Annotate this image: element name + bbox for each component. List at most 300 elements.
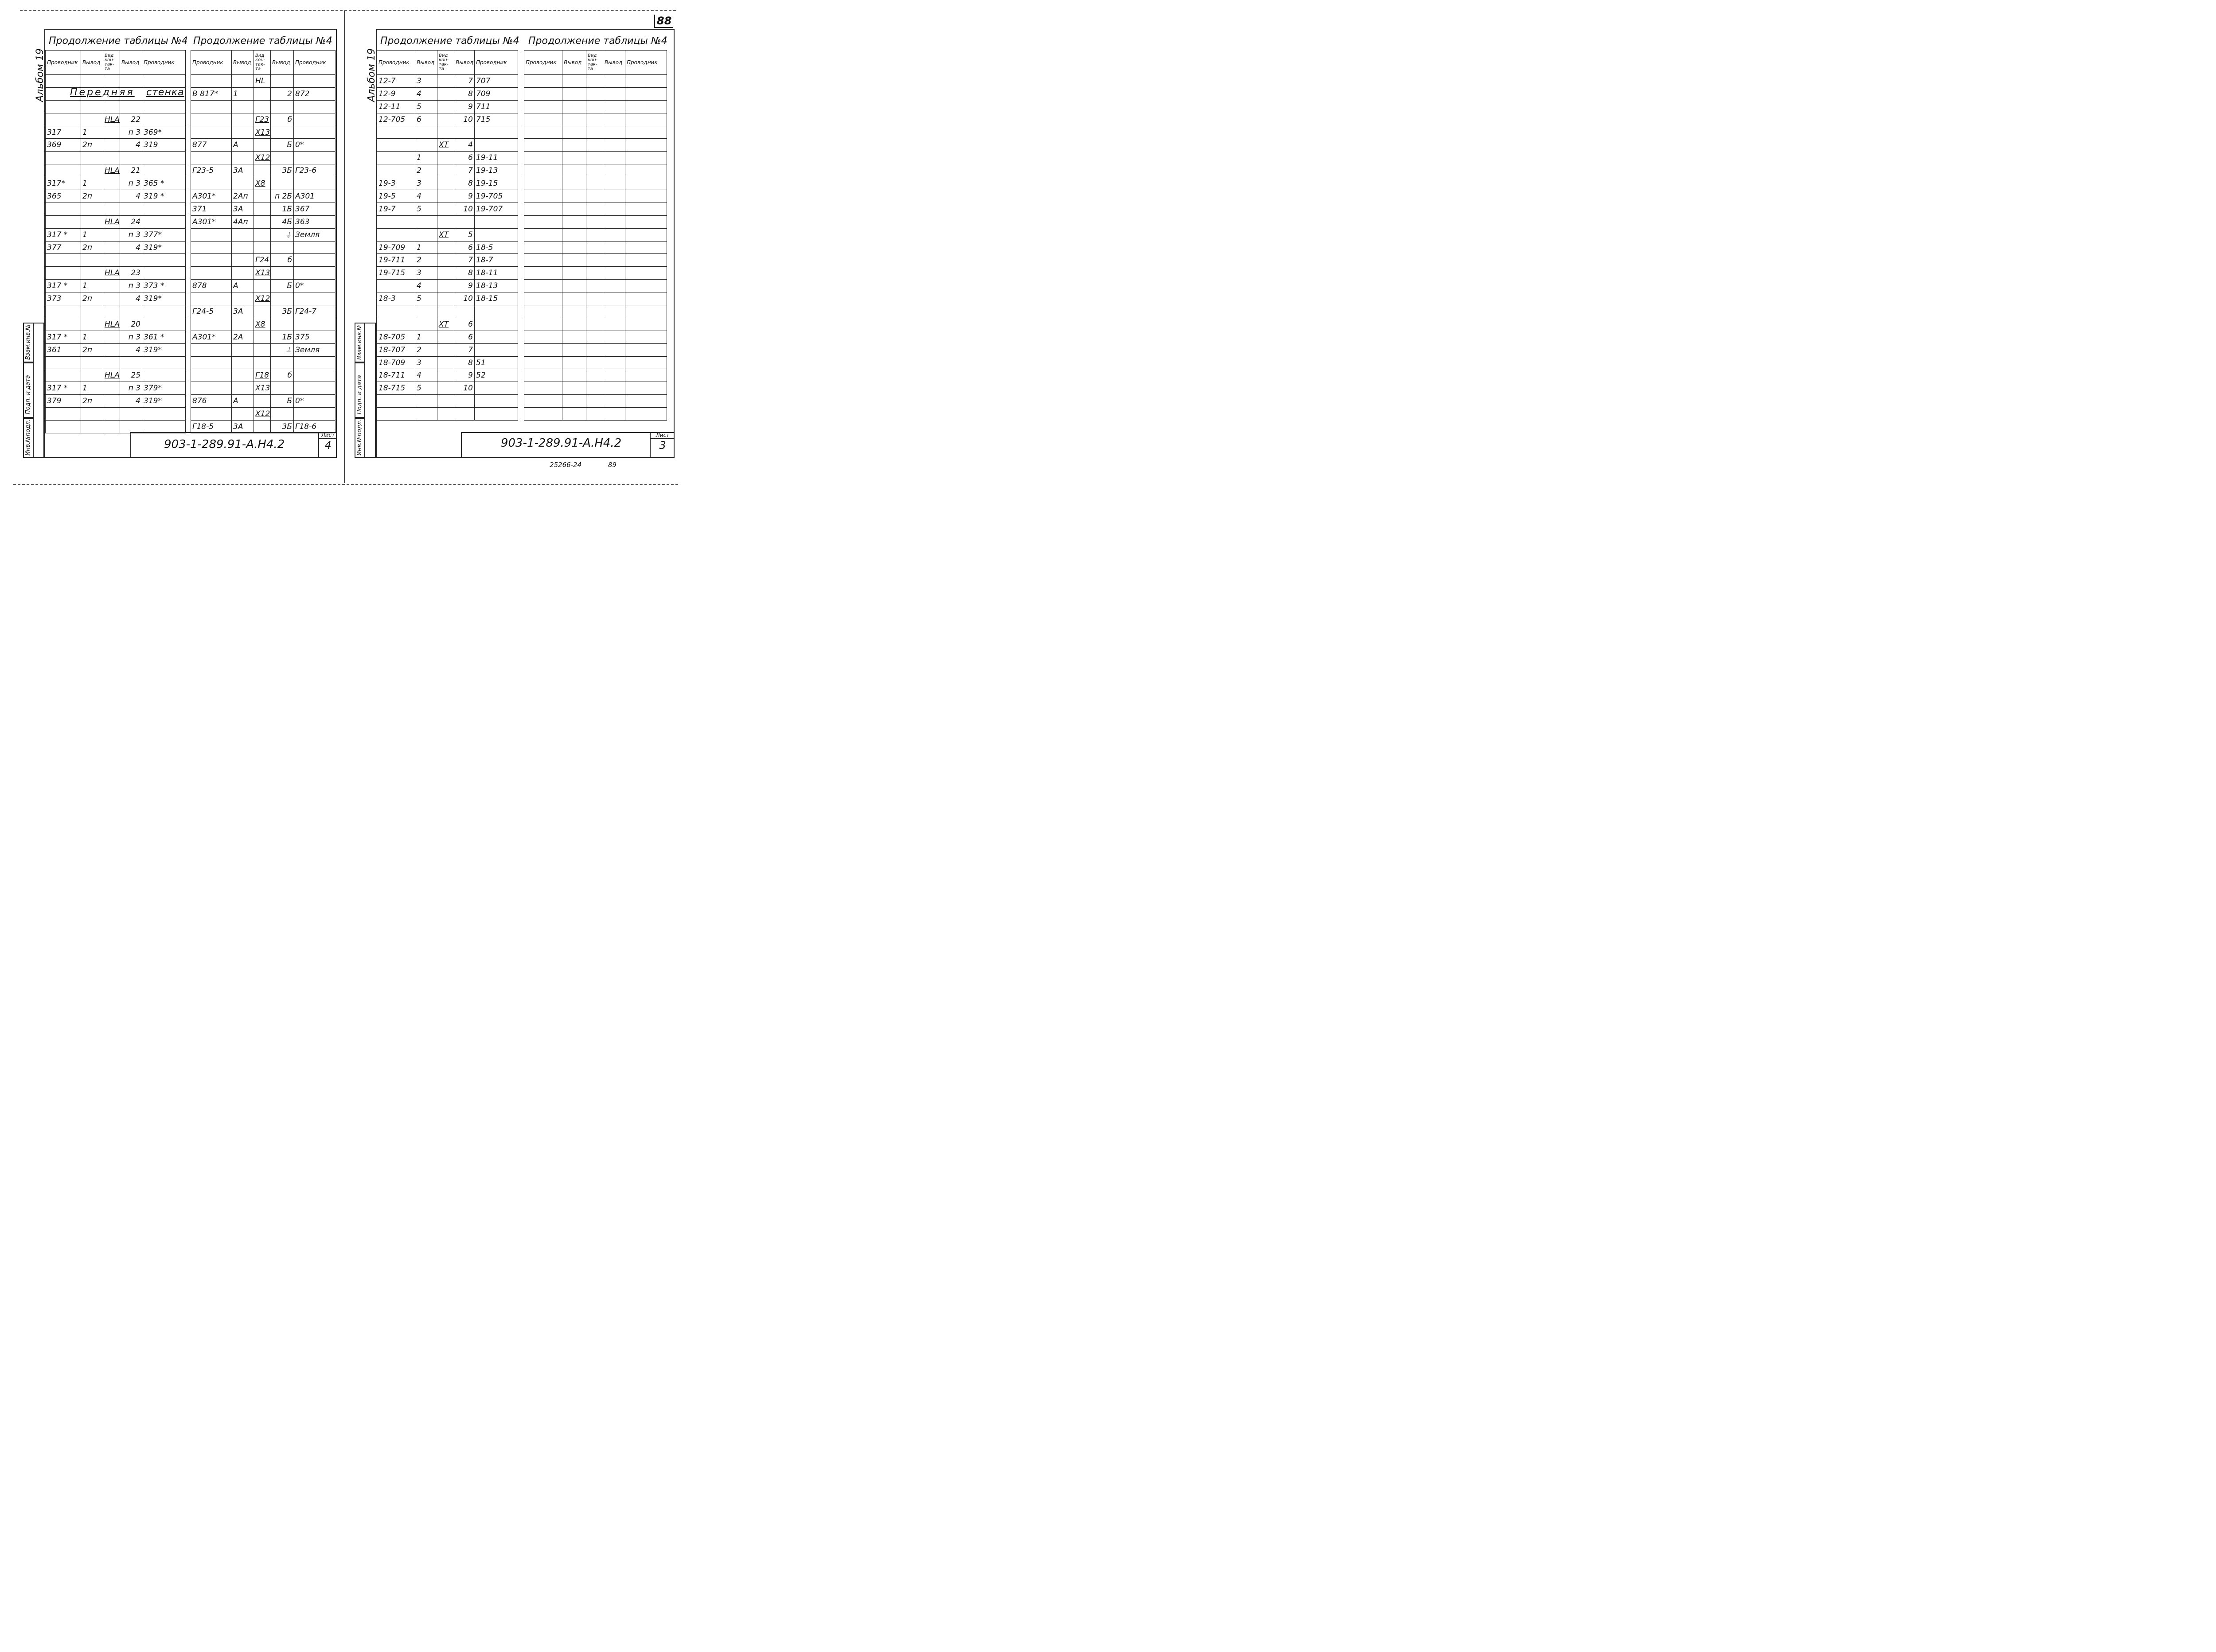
table-cell — [46, 215, 81, 228]
table-cell — [586, 292, 603, 305]
table-cell: 2А — [232, 331, 254, 343]
table-cell: 365 * — [142, 177, 186, 190]
table-cell — [294, 382, 336, 395]
table-row — [46, 139, 186, 152]
table-cell — [437, 356, 454, 369]
table-cell: 20 — [120, 318, 142, 331]
table-row — [191, 152, 336, 164]
table-cell: 4 — [415, 87, 437, 100]
table-cell — [524, 75, 562, 88]
table-cell — [81, 100, 103, 113]
table-cell — [46, 318, 81, 331]
table-cell — [377, 318, 415, 331]
table-cell — [524, 280, 562, 292]
table-cell: 1 — [81, 331, 103, 343]
table-cell: А — [232, 395, 254, 408]
table-cell: 7 — [454, 75, 475, 88]
table-cell: 876 — [191, 395, 232, 408]
table-cell — [524, 382, 562, 395]
table-cell — [524, 267, 562, 280]
table-cell: 6 — [454, 331, 475, 343]
table-row — [46, 280, 186, 292]
table-cell — [524, 113, 562, 126]
table-cell — [625, 164, 667, 177]
table-cell — [603, 203, 625, 215]
table-cell — [191, 408, 232, 421]
table-cell — [120, 254, 142, 267]
table-row — [46, 100, 186, 113]
table-cell — [625, 190, 667, 203]
table-cell — [232, 241, 254, 254]
table-cell: 10 — [454, 113, 475, 126]
table-cell: 8 — [454, 356, 475, 369]
table-cell — [586, 408, 603, 421]
table-cell — [586, 203, 603, 215]
table-cell — [120, 75, 142, 88]
table-cell — [294, 292, 336, 305]
right-sheet-code: 903-1-289.91-А.Н4.2 — [501, 436, 622, 450]
table-cell — [524, 254, 562, 267]
table-cell: 1 — [415, 152, 437, 164]
table-cell — [437, 152, 454, 164]
table-cell: 18-707 — [377, 343, 415, 356]
table-cell: 4 — [120, 139, 142, 152]
table-cell — [562, 318, 586, 331]
table-cell — [562, 215, 586, 228]
table-cell — [294, 318, 336, 331]
table-cell: 2п — [81, 241, 103, 254]
header-conductor: Проводник — [191, 51, 232, 75]
table-cell: X8 — [254, 318, 271, 331]
table-cell — [437, 100, 454, 113]
table-row — [191, 267, 336, 280]
table-cell — [81, 215, 103, 228]
left-list-number: 4 — [324, 439, 332, 452]
table-cell — [562, 369, 586, 382]
table-cell: Б — [271, 280, 294, 292]
table-cell: 0* — [294, 139, 336, 152]
table-cell — [603, 369, 625, 382]
header-output: Вывод — [562, 51, 586, 75]
table-cell: HL — [254, 75, 271, 88]
table-cell: 707 — [475, 75, 518, 88]
table-cell — [120, 305, 142, 318]
table-cell — [415, 126, 437, 139]
table-cell — [625, 292, 667, 305]
table-cell: 1 — [81, 280, 103, 292]
table-cell — [103, 190, 120, 203]
table-cell — [294, 241, 336, 254]
table-cell: 6 — [454, 318, 475, 331]
table-cell — [81, 152, 103, 164]
header-conductor2: Проводник — [625, 51, 667, 75]
table-cell — [603, 408, 625, 421]
table-row — [191, 164, 336, 177]
table-row — [377, 139, 518, 152]
table-cell — [103, 75, 120, 88]
table-cell — [81, 408, 103, 421]
table-cell: А301* — [191, 190, 232, 203]
right-list-number: 3 — [659, 439, 666, 452]
table-cell: 12-7 — [377, 75, 415, 88]
table-row — [46, 254, 186, 267]
table-cell — [191, 152, 232, 164]
table-cell — [454, 408, 475, 421]
table-row — [191, 190, 336, 203]
table-cell: 8 — [454, 87, 475, 100]
table-cell — [142, 254, 186, 267]
table-cell: 6 — [454, 241, 475, 254]
table-cell — [81, 113, 103, 126]
table-cell: X12 — [254, 292, 271, 305]
table-row — [46, 369, 186, 382]
table-row — [377, 369, 518, 382]
table-cell: п 2Б — [271, 190, 294, 203]
table-cell: Г24-7 — [294, 305, 336, 318]
table-cell: X12 — [254, 152, 271, 164]
table-cell: А301* — [191, 331, 232, 343]
table-row — [524, 177, 667, 190]
table-cell — [562, 228, 586, 241]
table-cell — [586, 164, 603, 177]
table-cell — [142, 318, 186, 331]
left-side-replace-label: Взам.инв.№ — [25, 324, 31, 360]
table-cell: 379* — [142, 382, 186, 395]
table-row — [377, 228, 518, 241]
table-cell — [603, 318, 625, 331]
table-cell — [232, 267, 254, 280]
table-row — [524, 305, 667, 318]
table-cell — [603, 100, 625, 113]
table-cell: 373 — [46, 292, 81, 305]
table-cell — [562, 395, 586, 408]
table-cell: 22 — [120, 113, 142, 126]
table-row — [524, 75, 667, 88]
table-cell — [475, 318, 518, 331]
table-cell: 18-705 — [377, 331, 415, 343]
table-cell: 19-7 — [377, 203, 415, 215]
table-cell — [562, 75, 586, 88]
table-cell — [142, 75, 186, 88]
table-row — [46, 241, 186, 254]
table-cell — [415, 305, 437, 318]
table-cell: 6 — [415, 113, 437, 126]
table-cell: 4 — [120, 241, 142, 254]
table-cell — [103, 408, 120, 421]
table-cell — [437, 343, 454, 356]
table-cell: б — [271, 369, 294, 382]
table-row — [524, 356, 667, 369]
table-cell: 7 — [454, 343, 475, 356]
table-cell — [437, 267, 454, 280]
table-cell — [191, 126, 232, 139]
table-cell — [81, 421, 103, 433]
table-cell — [415, 395, 437, 408]
table-row — [191, 408, 336, 421]
table-cell — [586, 395, 603, 408]
table-cell: HLA — [103, 318, 120, 331]
table-cell — [142, 215, 186, 228]
table-cell — [437, 177, 454, 190]
table-cell — [232, 356, 254, 369]
table-cell — [524, 215, 562, 228]
table-cell — [46, 254, 81, 267]
table-row — [191, 139, 336, 152]
table-cell — [415, 139, 437, 152]
table-cell — [524, 164, 562, 177]
table-row — [377, 241, 518, 254]
table-cell: HLA — [103, 113, 120, 126]
table-cell — [271, 177, 294, 190]
table-cell — [603, 215, 625, 228]
table-cell: 18-5 — [475, 241, 518, 254]
table-cell — [437, 215, 454, 228]
table-cell — [524, 305, 562, 318]
table-cell — [603, 343, 625, 356]
table-cell: 19-709 — [377, 241, 415, 254]
table-cell — [437, 280, 454, 292]
table-row — [377, 100, 518, 113]
right-side-inv-label: Инв.№подл. — [356, 419, 363, 456]
table-row — [524, 318, 667, 331]
table-cell — [142, 152, 186, 164]
table-row — [524, 343, 667, 356]
table-cell: 18-715 — [377, 382, 415, 395]
table-cell — [625, 267, 667, 280]
table-cell — [232, 126, 254, 139]
table-cell: 7 — [454, 164, 475, 177]
table-cell — [103, 254, 120, 267]
table-row — [524, 203, 667, 215]
table-cell — [603, 152, 625, 164]
table-cell: п 3 — [120, 177, 142, 190]
table-cell — [254, 164, 271, 177]
table-cell — [103, 126, 120, 139]
table-row — [46, 113, 186, 126]
table-cell: 1 — [81, 126, 103, 139]
table-cell — [475, 228, 518, 241]
table-cell: 12-705 — [377, 113, 415, 126]
table-cell: 317 * — [46, 331, 81, 343]
table-cell — [586, 318, 603, 331]
table-cell: Г24 — [254, 254, 271, 267]
table-cell: 3 — [415, 356, 437, 369]
table-cell — [586, 280, 603, 292]
table-cell — [81, 75, 103, 88]
table-cell — [454, 215, 475, 228]
table-cell — [625, 305, 667, 318]
table-cell — [524, 369, 562, 382]
table-row — [191, 228, 336, 241]
table-cell — [232, 292, 254, 305]
table-cell — [586, 382, 603, 395]
table-cell — [232, 228, 254, 241]
table-cell — [437, 369, 454, 382]
header-output2: Вывод — [271, 51, 294, 75]
table-cell — [191, 292, 232, 305]
table-row — [46, 267, 186, 280]
table-cell — [120, 421, 142, 433]
table-cell: 1 — [232, 87, 254, 100]
table-cell: п 3 — [120, 126, 142, 139]
table-cell: 6 — [454, 152, 475, 164]
table-cell — [254, 395, 271, 408]
table-cell: 365 — [46, 190, 81, 203]
table-cell: 25 — [120, 369, 142, 382]
table-row — [377, 395, 518, 408]
table-cell — [142, 369, 186, 382]
archive-number: 25266-24 — [550, 461, 582, 469]
table-cell: 4 — [415, 369, 437, 382]
table-cell: 9 — [454, 100, 475, 113]
table-cell — [377, 152, 415, 164]
table-cell — [81, 164, 103, 177]
table-cell — [475, 395, 518, 408]
table-cell: 371 — [191, 203, 232, 215]
table-cell — [254, 343, 271, 356]
table-cell: 2 — [415, 254, 437, 267]
table-cell: Г23 — [254, 113, 271, 126]
table-cell — [437, 113, 454, 126]
table-cell: 19-11 — [475, 152, 518, 164]
table-row — [46, 421, 186, 433]
table-cell: п 3 — [120, 382, 142, 395]
table-cell: 23 — [120, 267, 142, 280]
table-cell: п 3 — [120, 280, 142, 292]
table-cell — [254, 331, 271, 343]
table-cell — [46, 113, 81, 126]
right-side-sign-label: Подп. и дата — [356, 375, 363, 414]
table-cell — [475, 215, 518, 228]
header-output2: Вывод — [120, 51, 142, 75]
table-cell: 2п — [81, 139, 103, 152]
table-cell — [603, 228, 625, 241]
table-cell: 5 — [454, 228, 475, 241]
table-cell — [625, 382, 667, 395]
right-sheet-number: 88 — [654, 15, 673, 28]
table-cell: б — [271, 254, 294, 267]
table-cell — [377, 215, 415, 228]
table-cell — [562, 126, 586, 139]
table-cell — [437, 305, 454, 318]
table-cell — [586, 228, 603, 241]
table-cell — [586, 267, 603, 280]
table-row — [191, 292, 336, 305]
table-cell: 9 — [454, 280, 475, 292]
table-cell — [142, 203, 186, 215]
table-row — [524, 267, 667, 280]
table-cell: 715 — [475, 113, 518, 126]
table-cell — [562, 113, 586, 126]
table-row — [191, 331, 336, 343]
right-table1-title: Продолжение таблицы №4 — [380, 35, 519, 47]
table-cell — [625, 408, 667, 421]
table-cell — [120, 356, 142, 369]
table-cell — [475, 305, 518, 318]
table-row — [191, 203, 336, 215]
table-cell: X13 — [254, 382, 271, 395]
header-conductor: Проводник — [46, 51, 81, 75]
table-row — [46, 190, 186, 203]
table-cell — [437, 382, 454, 395]
section-front-label: Передняя — [70, 87, 135, 98]
table-row — [377, 203, 518, 215]
table-cell: 3Б — [271, 421, 294, 433]
header-output2: Вывод — [454, 51, 475, 75]
table-cell: XT — [437, 318, 454, 331]
table-row — [191, 343, 336, 356]
table-row — [377, 177, 518, 190]
table-cell — [524, 395, 562, 408]
left-table2-title: Продолжение таблицы №4 — [193, 35, 332, 47]
table-cell — [377, 126, 415, 139]
table-cell: 3Б — [271, 164, 294, 177]
header-conductor2: Проводник — [475, 51, 518, 75]
table-cell — [603, 382, 625, 395]
table-cell — [625, 177, 667, 190]
table-cell — [586, 177, 603, 190]
table-cell: 1 — [415, 331, 437, 343]
table-cell — [103, 382, 120, 395]
table-cell — [142, 408, 186, 421]
table-cell: А301 — [294, 190, 336, 203]
table-cell — [191, 177, 232, 190]
header-contact: Вид кон-так-та — [254, 51, 271, 75]
table-cell — [524, 356, 562, 369]
table-cell: 4Б — [271, 215, 294, 228]
table-cell — [562, 331, 586, 343]
table-cell: XT — [437, 228, 454, 241]
table-cell: 711 — [475, 100, 518, 113]
table-cell: Г18-5 — [191, 421, 232, 433]
table-cell: 18-3 — [377, 292, 415, 305]
table-cell — [625, 369, 667, 382]
table-cell — [562, 280, 586, 292]
table-cell — [232, 408, 254, 421]
table-cell — [625, 75, 667, 88]
table-row — [46, 292, 186, 305]
table-cell — [625, 241, 667, 254]
table-cell: X13 — [254, 267, 271, 280]
table-cell — [191, 254, 232, 267]
table-cell — [625, 395, 667, 408]
page-number: 89 — [608, 461, 617, 469]
table-cell: 4 — [120, 190, 142, 203]
table-cell — [625, 113, 667, 126]
table-cell: 18-15 — [475, 292, 518, 305]
table-cell: 19-3 — [377, 177, 415, 190]
table-row — [46, 228, 186, 241]
table-cell — [232, 318, 254, 331]
table-row — [191, 280, 336, 292]
table-cell: 3Б — [271, 305, 294, 318]
table-cell: 317* — [46, 177, 81, 190]
table-cell — [603, 292, 625, 305]
table-row — [377, 164, 518, 177]
table-cell — [232, 369, 254, 382]
table-row — [46, 382, 186, 395]
table-cell — [46, 100, 81, 113]
table-cell — [586, 139, 603, 152]
table-cell — [625, 318, 667, 331]
table-cell — [586, 215, 603, 228]
table-cell: 1Б — [271, 331, 294, 343]
table-cell: 2п — [81, 292, 103, 305]
table-cell — [254, 100, 271, 113]
right-side-replace-label: Взам.инв.№ — [356, 324, 363, 360]
table-cell — [191, 267, 232, 280]
table-cell: 4 — [454, 139, 475, 152]
